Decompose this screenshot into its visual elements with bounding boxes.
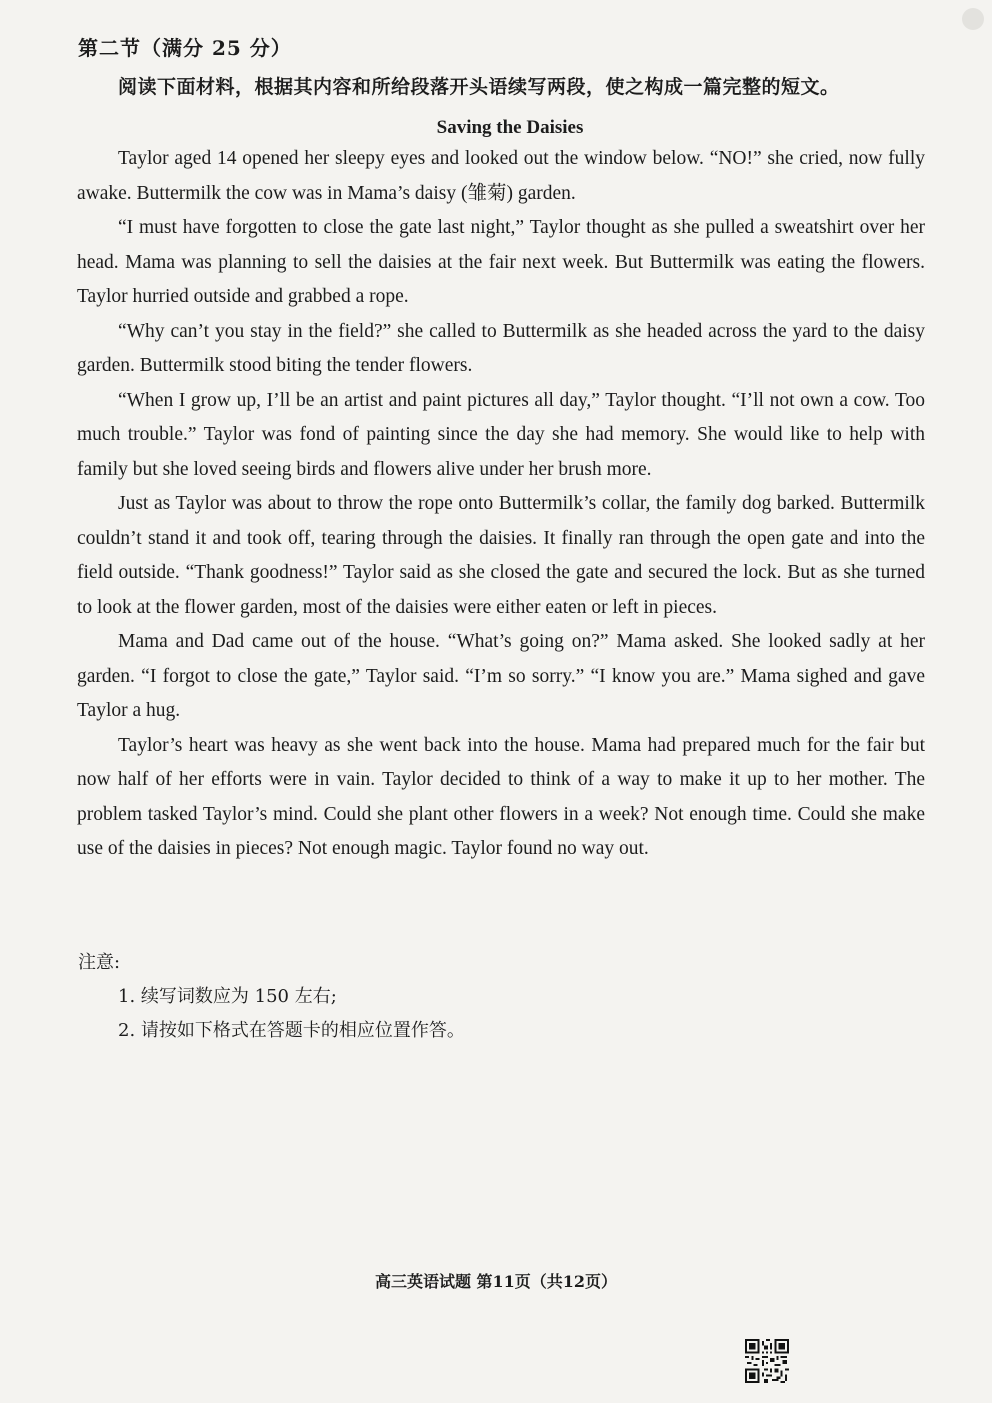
passage-paragraph-5: Just as Taylor was about to throw the rope onto Buttermilk’s collar, the family dog barked. Buttermilk couldn’t stand it and took off, tearing through the daisies. It finally ran through the open gate and into the field outside. “Thank goodness!” Taylor said as she closed the gate and secured the lock. But as she turned to look at the flower garden, most of the daisies were either eaten or left in pieces. — [77, 493, 925, 618]
note-item-answer-format: 2. 请按如下格式在答题卡的相应位置作答。 — [118, 1020, 465, 1041]
passage-paragraph-6: Mama and Dad came out of the house. “What’s going on?” Mama asked. She looked sadly at her garden. “I forgot to close the gate,” Taylor said. “I’m so sorry.” “I know you are.” Mama sighed and gave Taylor a hug. — [77, 631, 925, 721]
passage-paragraph-4: “When I grow up, I’ll be an artist and paint pictures all day,” Taylor thought. “I’ll not own a cow. Too much trouble.” Taylor was fond of painting since the day she had memory. She would like to help with family but she loved seeing birds and flowers alive under her brush more. — [77, 389, 925, 480]
notes-section — [78, 946, 465, 1048]
reading-passage — [77, 142, 925, 867]
section-header: 第二节（满分 25 分） — [78, 36, 292, 60]
page-footer: 高三英语试题 第11页（共12页） — [374, 1272, 618, 1291]
passage-paragraph-2: “I must have forgotten to close the gate last night,” Taylor thought as she pulled a sweatshirt over her head. Mama was planning to sell the daisies at the fair next week. But Buttermilk was eating the flowers. Taylor hurried outside and grabbed a rope. — [77, 217, 925, 307]
note-item-word-count: 1. 续写词数应为 150 左右; — [118, 986, 337, 1007]
qr-code-icon — [745, 1339, 789, 1383]
passage-paragraph-7: Taylor’s heart was heavy as she went back into the house. Mama had prepared much for the fair but now half of her efforts were in vain. Taylor decided to think of a way to make it up to her mother. The problem tasked Taylor’s mind. Could she plant other flowers in a week? Not enough time. Could she make use of the daisies in pieces? Not enough magic. Taylor found no way out. — [77, 734, 925, 859]
instruction-text: 阅读下面材料，根据其内容和所给段落开头语续写两段，使之构成一篇完整的短文。 — [118, 76, 840, 98]
notes-label: 注意: — [78, 952, 121, 973]
scan-mark — [962, 8, 984, 30]
passage-paragraph-3: “Why can’t you stay in the field?” she called to Buttermilk as she headed across the yard to the daisy garden. Buttermilk stood biting the tender flowers. — [77, 320, 925, 376]
passage-title: Saving the Daisies — [436, 117, 584, 138]
passage-paragraph-1: Taylor aged 14 opened her sleepy eyes and looked out the window below. “NO!” she cried, now fully awake. Buttermilk the cow was in Mama’s daisy (雏菊) garden. — [77, 148, 925, 204]
